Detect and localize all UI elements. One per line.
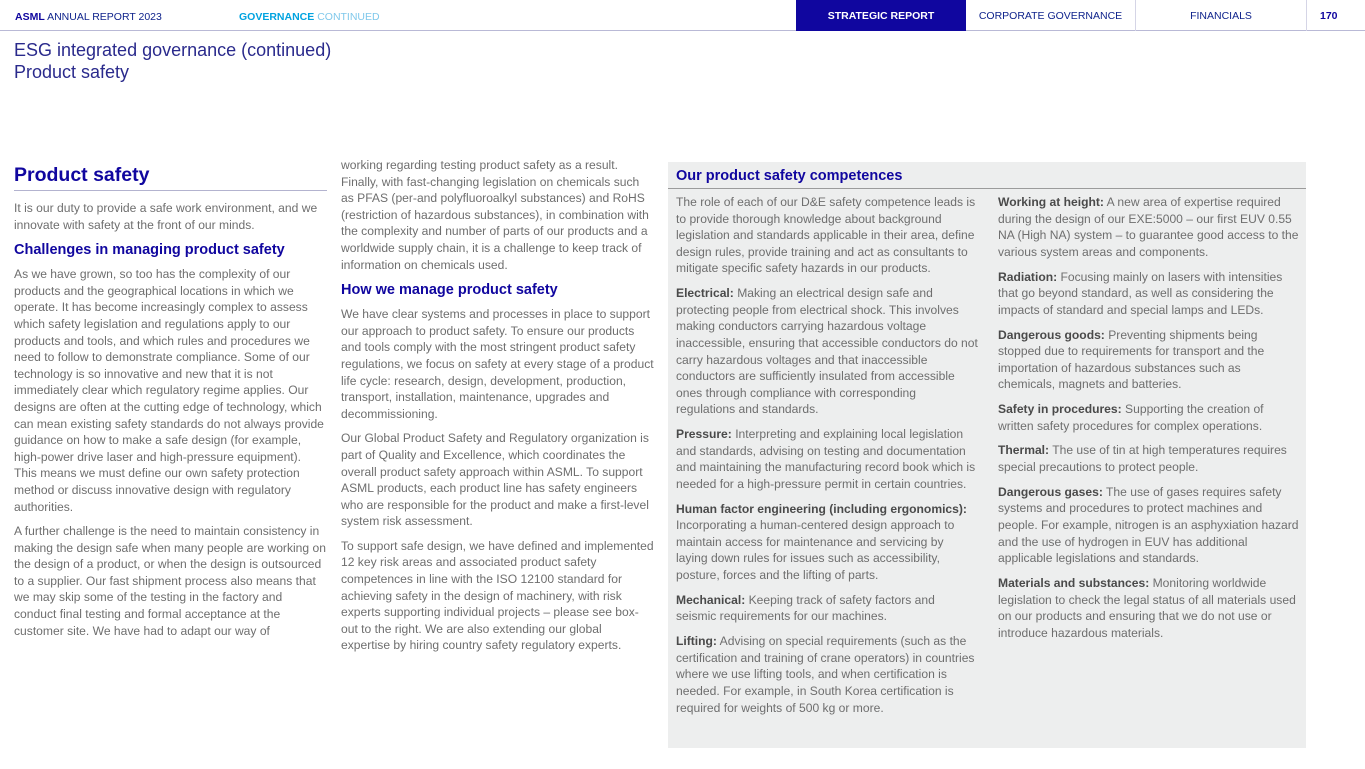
competence-item: [998, 401, 1300, 434]
competences-boxout: [668, 162, 1306, 748]
manage-paragraph-2: Our Global Product Safety and Regulatory organization is part of Quality and Excellence, which coordinates the overall product safety approach within ASML. To support ASML products, each product line has safety engineers who are responsible for the product and make a first-level system risk assessment.: [341, 431, 649, 529]
report-name: ANNUAL REPORT 2023: [47, 11, 162, 23]
competence-term: Pressure:: [676, 427, 732, 442]
competence-item: [998, 194, 1300, 260]
competence-term: Thermal:: [998, 443, 1050, 458]
challenges-paragraph-2-part-2: working regarding testing product safety as a result. Finally, with fast-changing legislation on chemicals such as PFAS (per-and polyfluoroalkyl substances) and RoHS (restriction of hazardous substances), in combination with the complexity and number of parts of our products and a worldwide supply chain, it is a challenge to keep track of information on chemicals used.: [341, 158, 649, 272]
page-number: 170: [1306, 0, 1365, 31]
section-name: GOVERNANCE: [239, 11, 315, 23]
competence-description: Making an electrical design safe and protecting people from electrical shock. This involves making conductors carrying hazardous voltage inaccessible, ensuring that accessible conductors do not carry hazardous voltages and that inaccessible conductors are sufficiently insulated from accessible ones through compliance with corresponding regulations and standards.: [676, 286, 978, 417]
section-indicator: [239, 11, 380, 23]
competence-description: The use of tin at high temperatures requires special precautions to protect people.: [998, 443, 1287, 475]
competence-description: Keeping track of safety factors and seismic requirements for our machines.: [676, 592, 935, 624]
competence-item: [998, 269, 1300, 319]
challenges-heading: Challenges in managing product safety: [14, 242, 285, 259]
nav-tab-financials[interactable]: FINANCIALS: [1190, 9, 1252, 22]
competence-description: Preventing shipments being stopped due to requirements for transport and the importation of hazardous substances such as chemicals, magnets and batteries.: [998, 327, 1265, 392]
competence-description: Advising on special requirements (such as the certification and training of crane operators) in countries where we use lifting tools, and when certification is needed. For example, in South Korea certification is required for weights of 500 kg or more.: [676, 634, 975, 715]
competence-term: Mechanical:: [676, 592, 746, 607]
report-title[interactable]: [15, 11, 162, 23]
manage-paragraph-1: We have clear systems and processes in place to support our approach to product safety. To ensure our products and tools comply with the most stringent product safety regulations, we focus on safety at every stage of a product life cycle: research, design, development, production, transport, installation, maintenance, upgrades and decommissioning.: [341, 307, 654, 421]
competence-description: The use of gases requires safety systems and procedures to protect machines and people. For example, nitrogen is an asphyxiation hazard and the use of hydrogen in EUV has additional applicable legislations and standards.: [998, 484, 1299, 566]
competence-item: [676, 501, 978, 584]
article-column-1: [14, 163, 327, 647]
page-title: [14, 39, 331, 83]
competence-term: Dangerous goods:: [998, 327, 1105, 342]
competence-description: Incorporating a human-centered design approach to maintain access for maintenance and servicing by laying down rules for issues such as accessibility, posture, forces and the lifting of parts.: [676, 518, 955, 583]
competence-item: [676, 426, 978, 492]
competence-item: [998, 442, 1300, 475]
page-title-line-2: Product safety: [14, 62, 130, 82]
brand-name: ASML: [15, 11, 45, 23]
competence-term: Safety in procedures:: [998, 402, 1122, 417]
competence-item: [676, 633, 978, 716]
challenges-paragraph-2-part-1: A further challenge is the need to maintain consistency in making the design safe when many people are working on the design of a product, or when the design is outsourced to a supplier. Our fast shipment process also means that we may skip some of the testing in the factory and conduct final testing and formal acceptance at the customer site. We have had to adapt our way of: [14, 524, 326, 638]
boxout-right-column: [998, 194, 1300, 650]
competence-item: [998, 327, 1300, 393]
section-heading: Product safety: [14, 163, 327, 191]
competence-description: Interpreting and explaining local legislation and standards, advising on testing and documentation and maintaining the manufacturing record book which is needed for a high-pressure permit in certain countries.: [676, 427, 976, 491]
nav-tab-strategic-report[interactable]: STRATEGIC REPORT: [796, 0, 966, 31]
nav-tab-corporate-governance[interactable]: CORPORATE GOVERNANCE: [966, 0, 1136, 31]
competence-term: Materials and substances:: [998, 576, 1150, 590]
competence-description: Focusing mainly on lasers with intensities that go beyond standard, as well as considering the impacts of standard and special lamps and LEDs.: [998, 269, 1283, 317]
boxout-title: Our product safety competences: [668, 162, 1306, 189]
competence-item: [676, 592, 978, 625]
competence-description: Monitoring worldwide legislation to check the legal status of all materials used on our products and ensuring that we do not use or introduce hazardous materials.: [998, 576, 1296, 640]
competence-term: Dangerous gases:: [998, 484, 1103, 499]
boxout-intro: The role of each of our D&E safety competence leads is to provide thorough knowledge about background legislation and standards applicable in their area, define design rules, provide training and act as consultants to mitigate specific safety hazards in our products.: [676, 195, 976, 276]
competence-term: Radiation:: [998, 269, 1058, 284]
manage-heading: How we manage product safety: [341, 282, 558, 299]
competence-description: Supporting the creation of written safety procedures for complex operations.: [998, 402, 1264, 433]
competence-item: [676, 285, 978, 418]
article-column-2: [341, 157, 654, 662]
competence-item: [998, 575, 1300, 641]
competence-term: Human factor engineering (including ergonomics):: [676, 501, 967, 516]
section-continued: CONTINUED: [317, 11, 380, 23]
competence-description: A new area of expertise required during the design of our EXE:5000 – our first EUV 0.55 NA (High NA) system – to guarantee good access to the various system areas and components.: [998, 195, 1299, 259]
top-navigation-bar: [0, 0, 1365, 31]
challenges-paragraph-1: As we have grown, so too has the complexity of our products and the geographical locations in which we operate. It has become increasingly complex to assess which safety legislation and regulations apply to our products and tools, and which rules and procedures we need to follow to demonstrate compliance. Some of our technology is so innovative and new that it is not immediately clear which regulatory regime applies. Our designs are often at the cutting edge of technology, which can mean existing safety standards do not always provide guidance on how to make a safe design (for example, high-power drive laser and high-pressure equipment). This means we must define our own safety protection method or discuss innovative design with regulatory authorities.: [14, 267, 324, 514]
competence-term: Working at height:: [998, 195, 1104, 209]
competence-term: Electrical:: [676, 286, 734, 301]
intro-paragraph: It is our duty to provide a safe work environment, and we innovate with safety at the front of our minds.: [14, 201, 318, 232]
boxout-left-column: [676, 194, 978, 724]
competence-item: [998, 484, 1300, 567]
page-title-line-1: ESG integrated governance (continued): [14, 40, 332, 60]
manage-paragraph-3: To support safe design, we have defined and implemented 12 key risk areas and associated product safety competences in line with the ISO 12100 standard for achieving safety in the design of machinery, with risk experts supporting individual projects – please see box-out to the right. We are also extending our global expertise by hiring country safety regulatory experts.: [341, 538, 654, 653]
competence-term: Lifting:: [676, 634, 717, 649]
